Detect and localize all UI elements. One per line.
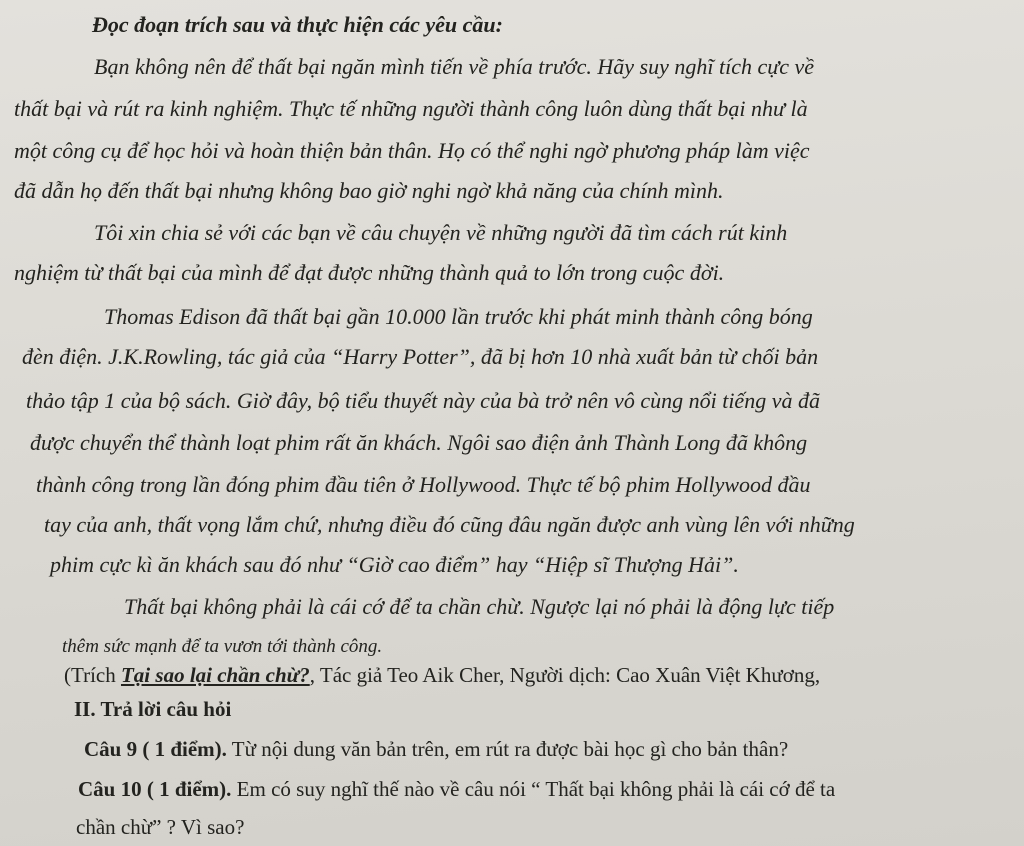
question-10-continuation: chần chừ” ? Vì sao? bbox=[76, 815, 245, 839]
source-rest: , Tác giả Teo Aik Cher, Người dịch: Cao Xuân Việt Khương, bbox=[309, 663, 821, 687]
passage-line: thêm sức mạnh để ta vươn tới thành công. bbox=[62, 636, 383, 657]
source-prefix: (Trích bbox=[64, 663, 121, 687]
passage-line: Thomas Edison đã thất bại gần 10.000 lần trước khi phát minh thành công bóng bbox=[104, 304, 813, 329]
question-9-label: Câu 9 ( 1 điểm). bbox=[84, 737, 227, 761]
passage-line: đã dẫn họ đến thất bại nhưng không bao giờ nghi ngờ khả năng của chính mình. bbox=[14, 178, 724, 203]
document-heading: Đọc đoạn trích sau và thực hiện các yêu cầu: bbox=[92, 12, 503, 37]
passage-line: thất bại và rút ra kinh nghiệm. Thực tế những người thành công luôn dùng thất bại như là bbox=[14, 96, 808, 121]
passage-line: đèn điện. J.K.Rowling, tác giả của “Harry Potter”, đã bị hơn 10 nhà xuất bản từ chối bản bbox=[22, 344, 819, 369]
passage-line: tay của anh, thất vọng lắm chứ, nhưng điều đó cũng đâu ngăn được anh vùng lên với những bbox=[44, 512, 855, 537]
question-10-text: Em có suy nghĩ thế nào về câu nói “ Thất bại không phải là cái cớ để ta bbox=[231, 777, 836, 801]
passage-line: được chuyển thể thành loạt phim rất ăn khách. Ngôi sao điện ảnh Thành Long đã không bbox=[30, 430, 808, 455]
source-citation bbox=[64, 660, 820, 690]
question-9 bbox=[84, 734, 788, 764]
source-title: Tại sao lại chần chừ? bbox=[120, 663, 310, 687]
passage-line: thảo tập 1 của bộ sách. Giờ đây, bộ tiểu thuyết này của bà trở nên vô cùng nổi tiếng và đã bbox=[26, 388, 820, 413]
question-10 bbox=[78, 774, 835, 804]
passage-line: nghiệm từ thất bại của mình để đạt được những thành quả to lớn trong cuộc đời. bbox=[14, 260, 725, 285]
passage-line: một công cụ để học hỏi và hoàn thiện bản thân. Họ có thể nghi ngờ phương pháp làm việc bbox=[14, 138, 810, 163]
passage-line: Thất bại không phải là cái cớ để ta chần chừ. Ngược lại nó phải là động lực tiếp bbox=[124, 594, 835, 619]
passage-line: Bạn không nên để thất bại ngăn mình tiến về phía trước. Hãy suy nghĩ tích cực về bbox=[94, 54, 815, 79]
passage-line: phim cực kì ăn khách sau đó như “Giờ cao điểm” hay “Hiệp sĩ Thượng Hải”. bbox=[50, 552, 739, 577]
question-10-label: Câu 10 ( 1 điểm). bbox=[78, 777, 232, 801]
passage-line: Tôi xin chia sẻ với các bạn về câu chuyện về những người đã tìm cách rút kinh bbox=[94, 220, 788, 245]
question-9-text: Từ nội dung văn bản trên, em rút ra được bài học gì cho bản thân? bbox=[226, 737, 789, 761]
section-title: II. Trả lời câu hỏi bbox=[74, 697, 232, 721]
passage-line: thành công trong lần đóng phim đầu tiên ở Hollywood. Thực tế bộ phim Hollywood đầu bbox=[36, 472, 811, 497]
